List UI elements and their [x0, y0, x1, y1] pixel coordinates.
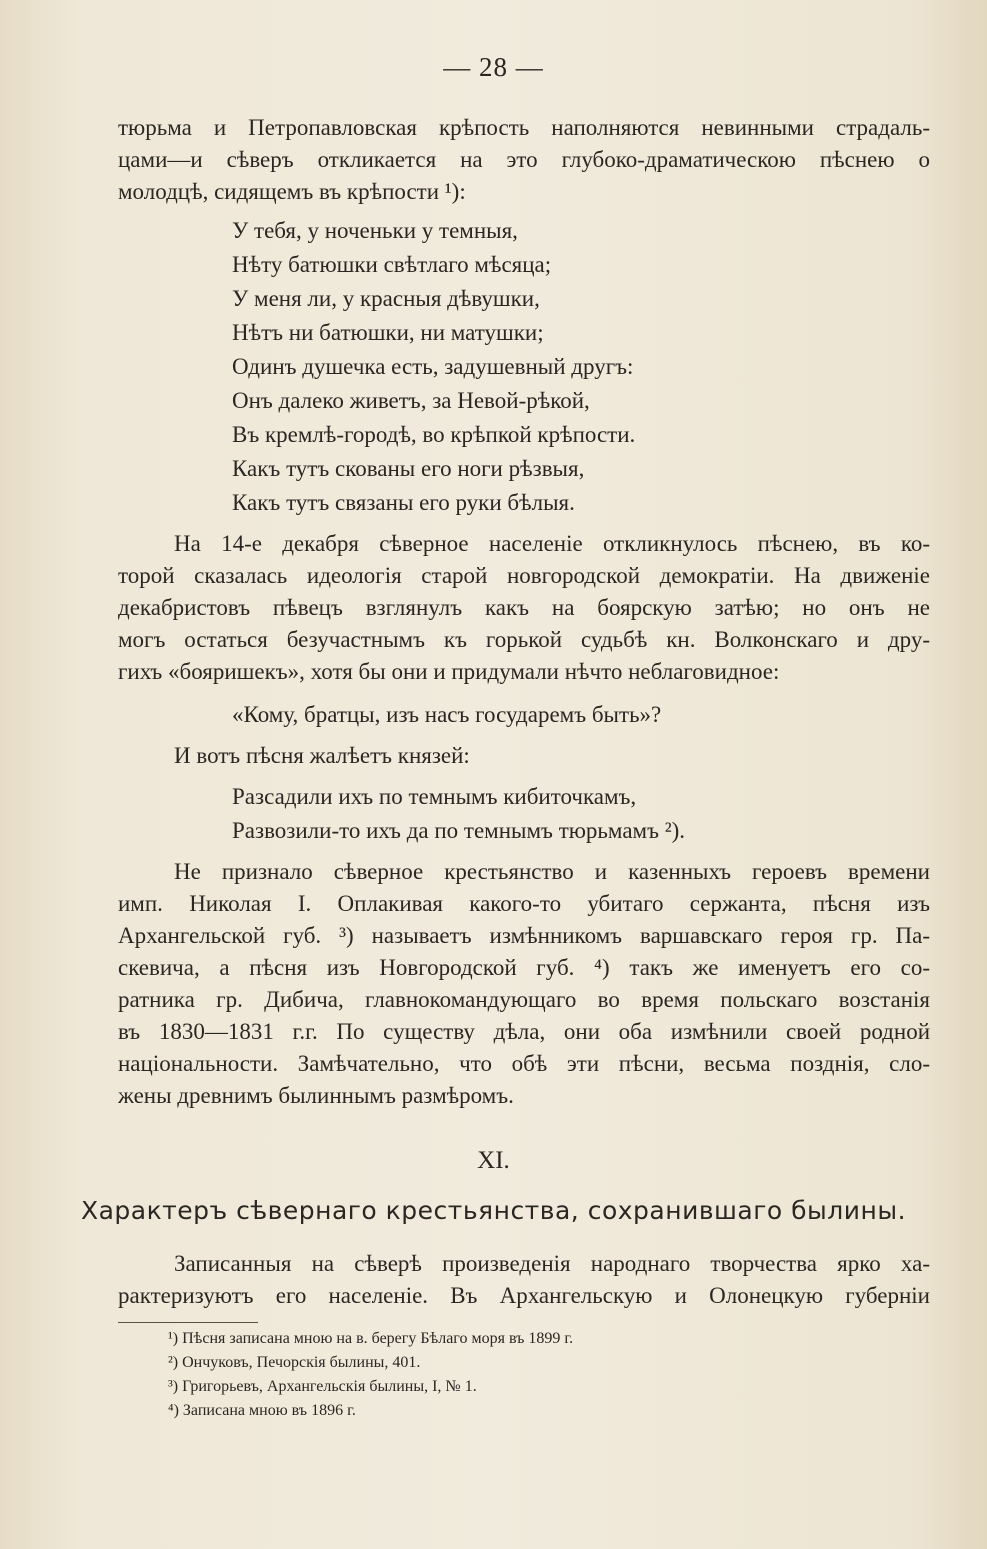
verse-line: Развозили-то ихъ да по темнымъ тюрьмамъ ²). [232, 818, 686, 843]
text-line: въ 1830—1831 г.г. По существу дѣла, они оба измѣнили своей родной [118, 1019, 930, 1044]
footnotes [168, 1327, 573, 1423]
footnote-divider [118, 1322, 258, 1323]
verse-block-2 [232, 780, 685, 848]
page-number: — 28 — [443, 52, 544, 82]
verse-line: Онъ далеко живетъ, за Невой-рѣкой, [232, 388, 590, 413]
text-line: могъ остаться безучастнымъ къ горькой судьбѣ кн. Волконскаго и дру- [118, 627, 930, 652]
text-line: молодцѣ, сидящемъ въ крѣпости ¹): [118, 179, 466, 204]
text-line: рактеризуютъ его населеніе. Въ Архангельскую и Олонецкую губерніи [118, 1283, 930, 1308]
footnote: ³) Григорьевъ, Архангельскія былины, I, № 1. [168, 1378, 477, 1395]
footnote: ²) Ончуковъ, Печорскія былины, 401. [168, 1354, 421, 1371]
verse-line: Разсадили ихъ по темнымъ кибиточкамъ, [232, 784, 637, 809]
paragraph-5 [118, 1248, 930, 1312]
paragraph-1 [118, 112, 930, 208]
footnote: ⁴) Записана мною въ 1896 г. [168, 1402, 356, 1419]
verse-line: Какъ тутъ скованы его ноги рѣзвыя, [232, 456, 585, 481]
text-line: торой сказалась идеологія старой новгородской демократіи. На движеніе [118, 563, 930, 588]
verse-line: Нѣту батюшки свѣтлаго мѣсяца; [232, 252, 552, 277]
paragraph-2 [118, 528, 930, 688]
text-line: Записанныя на сѣверѣ произведенія народнаго творчества ярко ха- [174, 1251, 930, 1276]
text-line: національности. Замѣчательно, что обѣ эти пѣсни, весьма позднія, сло- [118, 1051, 930, 1076]
verse-line: Одинъ душечка есть, задушевный другъ: [232, 354, 634, 379]
text-line: гихъ «бояришекъ», хотя бы они и придумали нѣчто неблаговидное: [118, 659, 780, 684]
text-line: тюрьма и Петропавловская крѣпость наполняются невинными страдаль- [118, 115, 930, 140]
paragraph-3 [118, 740, 930, 772]
quote-line [232, 698, 661, 732]
text-line: ратника гр. Дибича, главнокомандующаго во время польскаго возстанія [118, 987, 930, 1012]
footnote: ¹) Пѣсня записана мною на в. берегу Бѣлаго моря въ 1899 г. [168, 1330, 574, 1347]
text-line: На 14-е декабря сѣверное населеніе откликнулось пѣснею, въ ко- [174, 531, 930, 556]
text-line: Архангельской губ. ³) называетъ измѣнникомъ варшавскаго героя гр. Па- [118, 923, 930, 948]
verse-line: У тебя, у ноченьки у темныя, [232, 218, 518, 243]
verse-line: У меня ли, у красныя дѣвушки, [232, 286, 540, 311]
text-line: Не признало сѣверное крестьянство и казенныхъ героевъ времени [174, 859, 930, 884]
chapter-title: Характеръ сѣвернаго крестьянства, сохранившаго былины. [80, 1196, 907, 1225]
text-line: жены древнимъ былиннымъ размѣромъ. [118, 1083, 514, 1108]
chapter-number: XI. [477, 1147, 510, 1174]
text-line: имп. Николая I. Оплакивая какого-то убитаго сержанта, пѣсня изъ [118, 891, 930, 916]
quote-text: «Кому, братцы, изъ насъ государемъ быть»? [232, 702, 662, 727]
verse-line: Нѣтъ ни батюшки, ни матушки; [232, 320, 544, 345]
paragraph-4 [118, 856, 930, 1112]
text-line: И вотъ пѣсня жалѣетъ князей: [174, 743, 470, 768]
text-line: декабристовъ пѣвецъ взглянулъ какъ на боярскую затѣю; но онъ не [118, 595, 930, 620]
text-line: цами—и сѣверъ откликается на это глубоко-драматическою пѣснею о [118, 147, 930, 172]
text-line: скевича, а пѣсня изъ Новгородской губ. ⁴) такъ же именуетъ его со- [118, 955, 930, 980]
verse-line: Въ кремлѣ-городѣ, во крѣпкой крѣпости. [232, 422, 636, 447]
verse-block-1 [232, 214, 635, 520]
verse-line: Какъ тутъ связаны его руки бѣлыя. [232, 490, 575, 515]
